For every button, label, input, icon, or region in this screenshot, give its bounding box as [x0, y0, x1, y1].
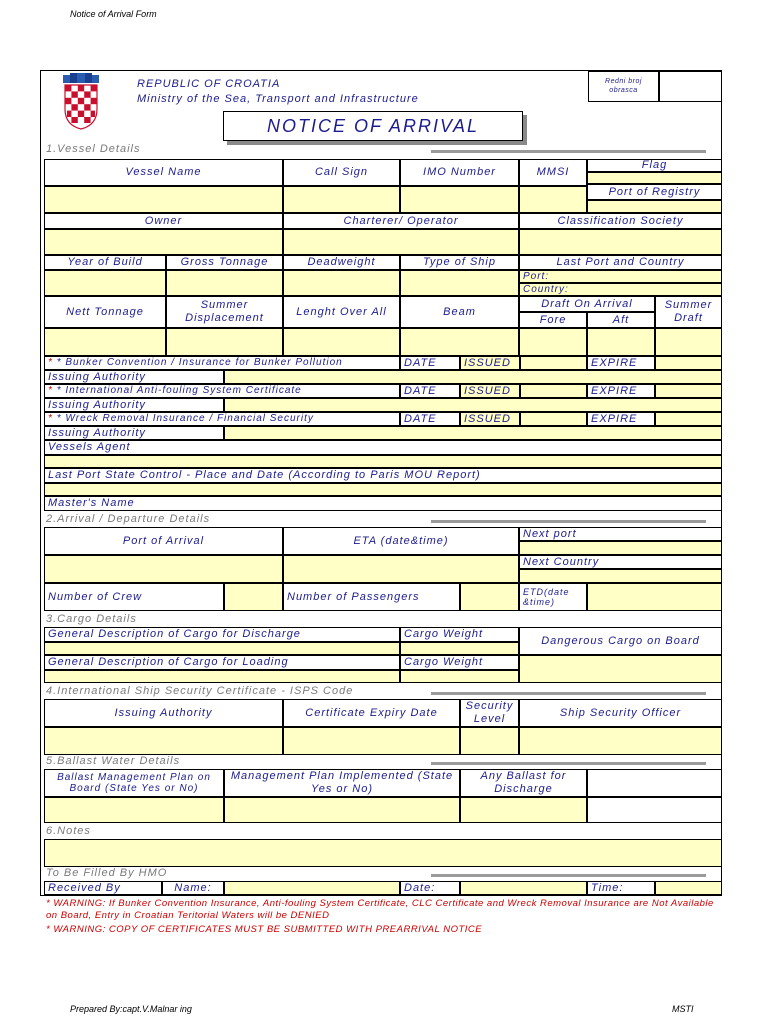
bunker-convention-label: * * Bunker Convention / Insurance for Bunker Pollution	[44, 356, 400, 370]
wreck-issuing-authority-label: Issuing Authority	[44, 426, 224, 440]
isps-issuing-authority-field[interactable]	[44, 727, 283, 755]
section-rule	[431, 520, 706, 523]
section-ballast-water: 5.Ballast Water Details	[46, 755, 181, 767]
last-psc-field[interactable]	[44, 483, 722, 496]
next-port-label: Next port	[519, 527, 722, 541]
hmo-name-label: Name:	[162, 881, 224, 895]
footer-prepared-by: Prepared By:capt.V.Malnar ing	[70, 1004, 192, 1014]
gross-tonnage-label: Gross Tonnage	[166, 255, 283, 270]
warning-copy-certificates: * WARNING: COPY OF CERTIFICATES MUST BE SUBMITTED WITH PREARRIVAL NOTICE	[46, 924, 483, 935]
mmsi-label: MMSI	[519, 159, 587, 186]
vessel-name-field[interactable]	[44, 186, 283, 213]
summer-draft-field[interactable]	[655, 328, 722, 356]
type-of-ship-label: Type of Ship	[400, 255, 519, 270]
antifouling-date-label: DATE	[400, 384, 460, 398]
ballast-extra-field[interactable]	[587, 769, 722, 797]
deadweight-field[interactable]	[283, 270, 400, 296]
vessel-name-label: Vessel Name	[44, 159, 283, 186]
draft-aft-field[interactable]	[587, 328, 655, 356]
imo-number-label: IMO Number	[400, 159, 519, 186]
ballast-plan-field[interactable]	[44, 797, 224, 823]
length-over-all-label: Lenght Over All	[283, 296, 400, 328]
cargo-loading-field[interactable]	[44, 670, 400, 683]
section-cargo-details: 3.Cargo Details	[46, 613, 137, 625]
bunker-issued-label[interactable]: ISSUED	[460, 356, 520, 370]
section-rule	[431, 874, 706, 877]
section-arrival-departure: 2.Arrival / Departure Details	[46, 513, 211, 525]
dangerous-cargo-label: Dangerous Cargo on Board	[519, 627, 722, 655]
etd-field[interactable]	[587, 583, 722, 611]
ballast-plan-label: Ballast Management Plan on Board (State Yes or No)	[44, 769, 224, 797]
charterer-field[interactable]	[283, 229, 519, 255]
redni-broj-field[interactable]	[659, 71, 722, 102]
received-by-label: Received By	[44, 881, 162, 895]
antifouling-label: * * International Anti-fouling System Certificate	[44, 384, 400, 398]
number-of-crew-field[interactable]	[224, 583, 283, 611]
summer-displacement-field[interactable]	[166, 328, 283, 356]
beam-field[interactable]	[400, 328, 519, 356]
isps-issuing-authority-label: Issuing Authority	[44, 699, 283, 727]
deadweight-label: Deadweight	[283, 255, 400, 270]
ship-security-officer-field[interactable]	[519, 727, 722, 755]
security-level-field[interactable]	[460, 727, 519, 755]
wreck-issued-label[interactable]: ISSUED	[460, 412, 520, 426]
wreck-removal-label: * * Wreck Removal Insurance / Financial Security	[44, 412, 400, 426]
type-of-ship-field[interactable]	[400, 270, 519, 296]
last-port-country-label: Last Port and Country	[519, 255, 722, 270]
antifouling-issuing-authority-label: Issuing Authority	[44, 398, 224, 412]
hmo-time-label: Time:	[587, 881, 655, 895]
flag-field[interactable]	[587, 172, 722, 184]
cargo-discharge-weight-field[interactable]	[400, 642, 519, 655]
ship-security-officer-label: Ship Security Officer	[519, 699, 722, 727]
notice-of-arrival-form	[40, 70, 722, 896]
wreck-issuing-authority-field[interactable]	[224, 426, 722, 440]
call-sign-field[interactable]	[283, 186, 400, 213]
year-of-build-label: Year of Build	[44, 255, 166, 270]
cargo-loading-label: General Description of Cargo for Loading	[44, 655, 400, 670]
last-port-field[interactable]: Port:	[519, 270, 722, 283]
classification-society-label: Classification Society	[519, 213, 722, 229]
hmo-date-label: Date:	[400, 881, 460, 895]
page-header: Notice of Arrival Form	[70, 9, 157, 19]
nett-tonnage-label: Nett Tonnage	[44, 296, 166, 328]
cargo-discharge-weight-label: Cargo Weight	[400, 627, 519, 642]
redni-broj-label: Redni broj obrasca	[588, 71, 659, 102]
bunker-issued-field[interactable]	[520, 356, 587, 370]
classification-society-field[interactable]	[519, 229, 722, 255]
ballast-discharge-label: Any Ballast for Discharge	[460, 769, 587, 797]
cargo-loading-weight-label: Cargo Weight	[400, 655, 519, 670]
number-of-crew-label: Number of Crew	[44, 583, 224, 611]
antifouling-expire-label: EXPIRE	[587, 384, 655, 398]
section-rule	[431, 762, 706, 765]
security-level-label: Security Level	[460, 699, 519, 727]
ballast-extra-field-2[interactable]	[587, 797, 722, 823]
bunker-expire-field[interactable]	[655, 356, 722, 370]
port-of-arrival-field[interactable]	[44, 555, 283, 583]
wreck-expire-field[interactable]	[655, 412, 722, 426]
bunker-date-label: DATE	[400, 356, 460, 370]
section-notes: 6.Notes	[46, 825, 91, 837]
croatia-coat-of-arms-icon	[61, 73, 101, 131]
nett-tonnage-field[interactable]	[44, 328, 166, 356]
antifouling-issued-field[interactable]	[520, 384, 587, 398]
hmo-date-field[interactable]	[460, 881, 587, 895]
wreck-issued-field[interactable]	[520, 412, 587, 426]
bunker-text: * Bunker Convention / Insurance for Bunker Pollution	[56, 357, 343, 369]
cargo-discharge-field[interactable]	[44, 642, 400, 655]
hmo-name-field[interactable]	[224, 881, 400, 895]
antifouling-text: * International Anti-fouling System Certificate	[56, 385, 302, 397]
charterer-label: Charterer/ Operator	[283, 213, 519, 229]
warning-entry-denied: * WARNING: If Bunker Convention Insurance, Anti-fouling System Certificate, CLC Certificate and Wreck Removal Insurance are Not Available on Board, Entry in Croatian Teritorial Waters will be DENIED	[46, 898, 714, 921]
eta-label: ETA (date&time)	[283, 527, 519, 555]
footer-msti: MSTI	[672, 1004, 694, 1014]
summer-draft-label: Summer Draft	[655, 296, 722, 328]
draft-fore-label: Fore	[519, 312, 587, 328]
port-of-registry-field[interactable]	[587, 200, 722, 213]
org-name: REPUBLIC OF CROATIA	[137, 78, 281, 90]
port-of-arrival-label: Port of Arrival	[44, 527, 283, 555]
length-over-all-field[interactable]	[283, 328, 400, 356]
masters-name-label: Master's Name	[44, 496, 722, 511]
owner-field[interactable]	[44, 229, 283, 255]
year-of-build-field[interactable]	[44, 270, 166, 296]
plan-implemented-field[interactable]	[224, 797, 460, 823]
cargo-discharge-label: General Description of Cargo for Discharge	[44, 627, 400, 642]
wreck-text: * Wreck Removal Insurance / Financial Security	[56, 413, 314, 425]
last-psc-label: Last Port State Control - Place and Date (According to Paris MOU Report)	[44, 468, 722, 483]
mmsi-field[interactable]	[519, 186, 587, 213]
plan-implemented-label: Management Plan Implemented (State Yes or No)	[224, 769, 460, 797]
cargo-loading-weight-field[interactable]	[400, 670, 519, 683]
draft-on-arrival-label: Draft On Arrival	[519, 296, 655, 312]
port-of-registry-label: Port of Registry	[587, 184, 722, 200]
gross-tonnage-field[interactable]	[166, 270, 283, 296]
last-country-field[interactable]: Country:	[519, 283, 722, 296]
ministry-name: Ministry of the Sea, Transport and Infrastructure	[137, 93, 419, 105]
imo-number-field[interactable]	[400, 186, 519, 213]
vessels-agent-field[interactable]	[44, 455, 722, 468]
eta-field[interactable]	[283, 555, 519, 583]
vessels-agent-label: Vessels Agent	[44, 440, 722, 455]
next-country-field[interactable]	[519, 569, 722, 583]
form-title: NOTICE OF ARRIVAL	[223, 111, 523, 141]
hmo-time-field[interactable]	[655, 881, 722, 895]
antifouling-issued-label[interactable]: ISSUED	[460, 384, 520, 398]
etd-label: ETD(date &time)	[519, 583, 587, 611]
draft-fore-field[interactable]	[519, 328, 587, 356]
flag-label: Flag	[587, 159, 722, 172]
notes-field[interactable]	[44, 839, 722, 867]
wreck-date-label: DATE	[400, 412, 460, 426]
bunker-issuing-authority-label: Issuing Authority	[44, 370, 224, 384]
next-port-field[interactable]	[519, 541, 722, 555]
bunker-expire-label: EXPIRE	[587, 356, 655, 370]
section-rule	[431, 692, 706, 695]
certificate-expiry-field[interactable]	[283, 727, 460, 755]
beam-label: Beam	[400, 296, 519, 328]
summer-displacement-label: Summer Displacement	[166, 296, 283, 328]
antifouling-issuing-authority-field[interactable]	[224, 398, 722, 412]
draft-aft-label: Aft	[587, 312, 655, 328]
section-vessel-details: 1.Vessel Details	[46, 143, 141, 155]
wreck-expire-label: EXPIRE	[587, 412, 655, 426]
certificate-expiry-label: Certificate Expiry Date	[283, 699, 460, 727]
number-of-passengers-field[interactable]	[460, 583, 519, 611]
section-isps: 4.International Ship Security Certificate - ISPS Code	[46, 685, 354, 697]
owner-label: Owner	[44, 213, 283, 229]
ballast-discharge-field[interactable]	[460, 797, 587, 823]
dangerous-cargo-field[interactable]	[519, 655, 722, 683]
next-country-label: Next Country	[519, 555, 722, 569]
antifouling-expire-field[interactable]	[655, 384, 722, 398]
section-rule	[431, 150, 706, 153]
number-of-passengers-label: Number of Passengers	[283, 583, 460, 611]
section-hmo: To Be Filled By HMO	[46, 867, 168, 879]
bunker-issuing-authority-field[interactable]	[224, 370, 722, 384]
call-sign-label: Call Sign	[283, 159, 400, 186]
